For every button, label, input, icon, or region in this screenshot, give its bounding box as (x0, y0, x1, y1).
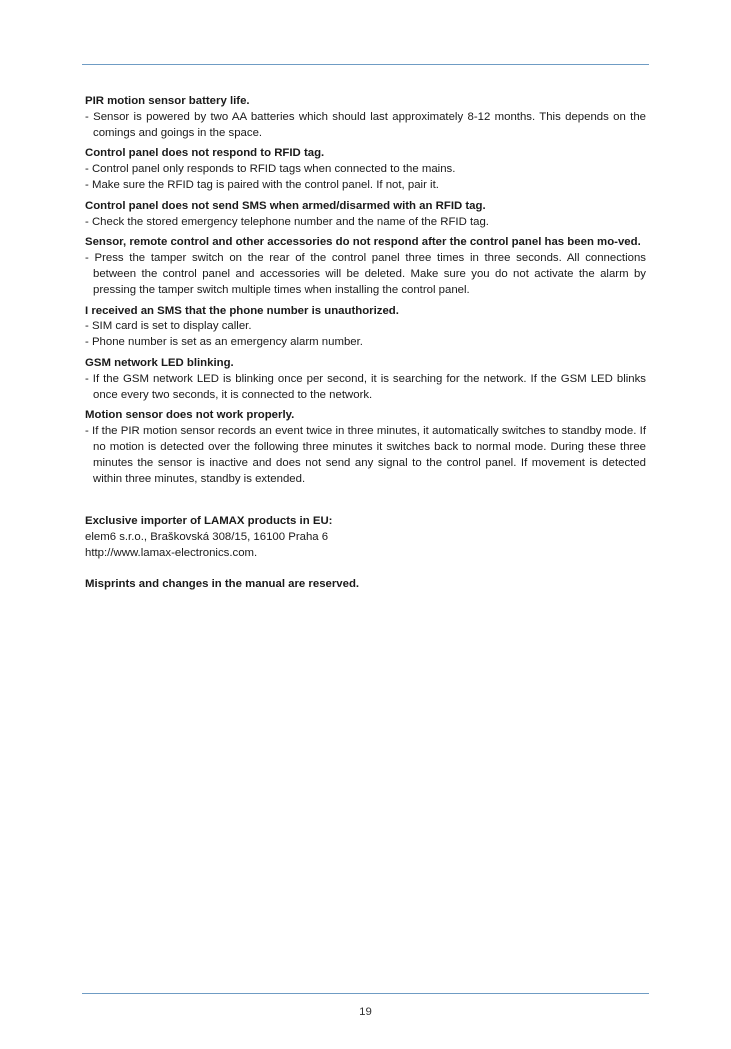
importer-info (85, 514, 646, 561)
section-line: - If the PIR motion sensor records an event twice in three minutes, it automatically switches to standby mode. If no motion is detected over the following three minutes it switches back to normal mode. During these three minutes the sensor is inactive and does not send any signal to the control panel. If movement is detected within three minutes, standby is extended. (85, 425, 646, 485)
faq-section (85, 408, 646, 487)
faq-section (85, 94, 646, 141)
section-heading: Control panel does not send SMS when armed/disarmed with an RFID tag. (85, 199, 486, 212)
section-line: - If the GSM network LED is blinking once per second, it is searching for the network. If the GSM LED blinks once every two seconds, it is connected to the network. (85, 372, 646, 401)
section-line: - Make sure the RFID tag is paired with the control panel. If not, pair it. (85, 178, 439, 191)
importer-address: elem6 s.r.o., Braškovská 308/15, 16100 Praha 6 (85, 531, 329, 544)
section-line: - Sensor is powered by two AA batteries which should last approximately 8-12 months. This depends on the comings and goings in the space. (85, 110, 646, 139)
section-heading: Control panel does not respond to RFID tag. (85, 147, 325, 160)
importer-title: Exclusive importer of LAMAX products in EU: (85, 515, 333, 528)
faq-section (85, 146, 646, 193)
section-heading: I received an SMS that the phone number is unauthorized. (85, 304, 399, 317)
faq-section (85, 356, 646, 403)
section-line: - SIM card is set to display caller. (85, 320, 252, 333)
faq-section (85, 235, 646, 298)
section-heading: GSM network LED blinking. (85, 356, 234, 369)
faq-section (85, 304, 646, 351)
section-line: - Check the stored emergency telephone number and the name of the RFID tag. (85, 215, 489, 228)
section-heading: PIR motion sensor battery life. (85, 95, 250, 107)
misprints-notice: Misprints and changes in the manual are reserved. (85, 577, 360, 590)
section-line: - Phone number is set as an emergency alarm number. (85, 336, 363, 349)
footer-rule (82, 993, 649, 994)
document-body (85, 94, 646, 593)
section-line: - Control panel only responds to RFID tags when connected to the mains. (85, 163, 456, 176)
page-number: 19 (359, 1006, 372, 1018)
section-heading: Sensor, remote control and other accessories do not respond after the control panel has been mo-ved. (85, 236, 641, 249)
header-rule (82, 64, 649, 65)
faq-section (85, 199, 646, 231)
importer-website: http://www.lamax-electronics.com. (85, 546, 258, 559)
section-heading: Motion sensor does not work properly. (85, 409, 295, 422)
section-line: - Press the tamper switch on the rear of the control panel three times in three seconds. All connections between the control panel and accessories will be deleted. Make sure you do not activate the alarm by pressing the tamper switch multiple times when installing the control panel. (85, 252, 646, 296)
